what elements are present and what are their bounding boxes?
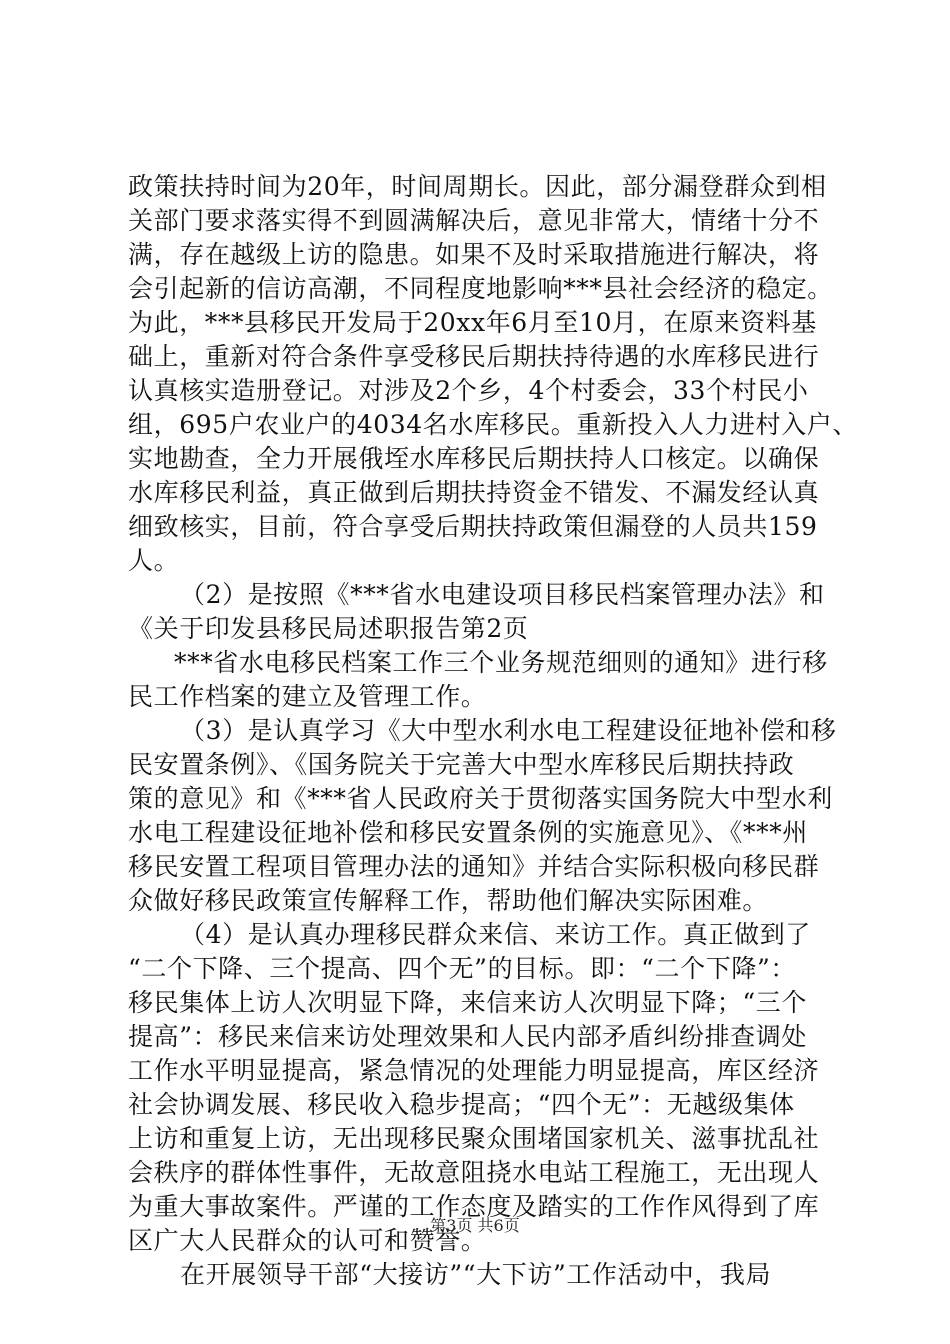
page-footer: 第3页 共6页 <box>430 1216 520 1235</box>
text-line: 会引起新的信访高潮，不同程度地影响***县社会经济的稳定。 <box>128 274 833 303</box>
text-line: 组，695户农业户的4034名水库移民。重新投入人力进村入户、 <box>128 410 858 439</box>
text-line: 《关于印发县移民局述职报告第2页 <box>128 614 529 643</box>
text-line: 为此，***县移民开发局于20xx年6月至10月，在原来资料基 <box>128 308 817 337</box>
paragraph-start-line: （2）是按照《***省水电建设项目移民档案管理办法》和 <box>180 580 825 609</box>
paragraph-start-line: （3）是认真学习《大中型水利水电工程建设征地补偿和移 <box>180 716 837 745</box>
text-line: ***省水电移民档案工作三个业务规范细则的通知》进行移 <box>174 648 828 677</box>
text-line: 提高”：移民来信来访处理效果和人民内部矛盾纠纷排查调处 <box>128 1022 807 1051</box>
paragraph-start-line: 在开展领导干部“大接访”“大下访”工作活动中，我局 <box>180 1260 772 1289</box>
text-line: “二个下降、三个提高、四个无”的目标。即：“二个下降”： <box>128 954 796 983</box>
text-line: 细致核实，目前，符合享受后期扶持政策但漏登的人员共159 <box>128 512 818 541</box>
text-line: 会秩序的群体性事件，无故意阻挠水电站工程施工，无出现人 <box>128 1158 820 1187</box>
text-line: 移民集体上访人次明显下降，来信来访人次明显下降；“三个 <box>128 988 807 1017</box>
text-line: 移民安置工程项目管理办法的通知》并结合实际积极向移民群 <box>128 852 820 881</box>
text-line: 人。 <box>128 546 180 575</box>
text-line: 民安置条例》、《国务院关于完善大中型水库移民后期扶持政 <box>128 750 795 779</box>
text-line: 众做好移民政策宣传解释工作，帮助他们解决实际困难。 <box>128 886 769 915</box>
text-line: 满，存在越级上访的隐患。如果不及时采取措施进行解决，将 <box>128 240 820 269</box>
text-line: 工作水平明显提高，紧急情况的处理能力明显提高，库区经济 <box>128 1056 820 1085</box>
text-line: 民工作档案的建立及管理工作。 <box>128 682 487 711</box>
text-line: 水库移民利益，真正做到后期扶持资金不错发、不漏发经认真 <box>128 478 820 507</box>
text-line: 础上，重新对符合条件享受移民后期扶持待遇的水库移民进行 <box>128 342 820 371</box>
text-line: 认真核实造册登记。对涉及2个乡，4个村委会，33个村民小 <box>128 376 809 405</box>
text-line: 上访和重复上访，无出现移民聚众围堵国家机关、滋事扰乱社 <box>128 1124 820 1153</box>
body-text <box>128 170 858 1292</box>
text-line: 社会协调发展、移民收入稳步提高；“四个无”：无越级集体 <box>128 1090 795 1119</box>
text-line: 实地勘查，全力开展俄垤水库移民后期扶持人口核定。以确保 <box>128 444 820 473</box>
text-line: 水电工程建设征地补偿和移民安置条例的实施意见》、《***州 <box>128 818 808 847</box>
text-line: 区广大人民群众的认可和赞誉。 <box>128 1226 487 1255</box>
text-line: 政策扶持时间为20年，时间周期长。因此，部分漏登群众到相 <box>128 172 827 201</box>
text-line: 为重大事故案件。严谨的工作态度及踏实的工作作风得到了库 <box>128 1192 820 1221</box>
text-line: 策的意见》和《***省人民政府关于贯彻落实国务院大中型水利 <box>128 784 833 813</box>
paragraph-start-line: （4）是认真办理移民群众来信、来访工作。真正做到了 <box>180 920 811 949</box>
text-line: 关部门要求落实得不到圆满解决后，意见非常大，情绪十分不 <box>128 206 820 235</box>
